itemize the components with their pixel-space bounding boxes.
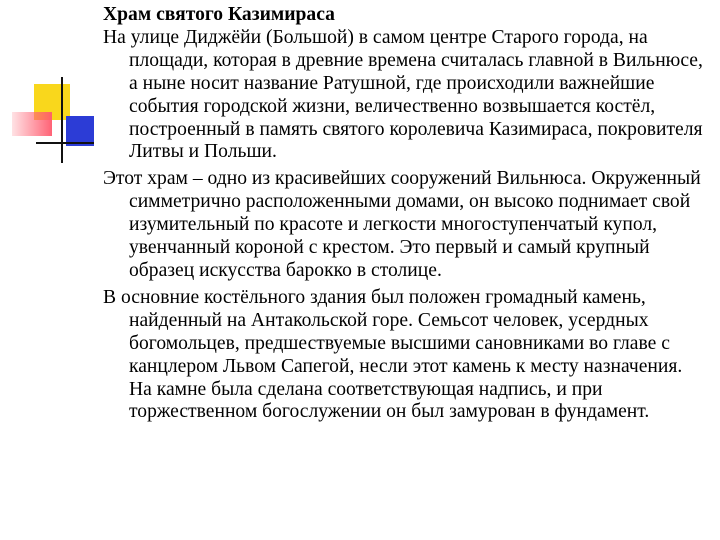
slide-text-body <box>103 4 703 428</box>
decorative-squares-graphic <box>0 0 100 170</box>
vertical-line-decoration <box>61 77 63 163</box>
paragraph-2: Этот храм – одно из красивейших сооружений Вильнюса. Окруженный симметрично расположенными домами, он высоко поднимает свой изумительный по красоте и легкости многоступенчатый купол, увенчанный короной с крестом. Это первый и самый крупный образец искусства барокко в столице. <box>103 168 701 281</box>
paragraph-1: На улице Диджёйи (Большой) в самом центре Старого города, на площади, которая в древние времена считалась главной в Вильнюсе, а ныне носит название Ратушной, где происходили важнейшие события городской жизни, величественно возвышается костёл, построенный в память святого королевича Казимираса, покровителя Литвы и Польши. <box>103 26 703 163</box>
paragraph-3: В основние костёльного здания был положен громадный камень, найденный на Антакольской горе. Семьсот человек, усердных богомольцев, предшествуемые высшими сановниками во главе с канцлером Львом Сапегой, несли этот камень к месту назначения. На камне была сделана соответствующая надпись, и при торжественном богослужении он был замурован в фундамент. <box>103 286 683 423</box>
red-gradient-bar-decoration <box>12 112 52 136</box>
horizontal-line-decoration <box>36 142 94 144</box>
slide-title: Храм святого Казимираса <box>103 4 335 25</box>
